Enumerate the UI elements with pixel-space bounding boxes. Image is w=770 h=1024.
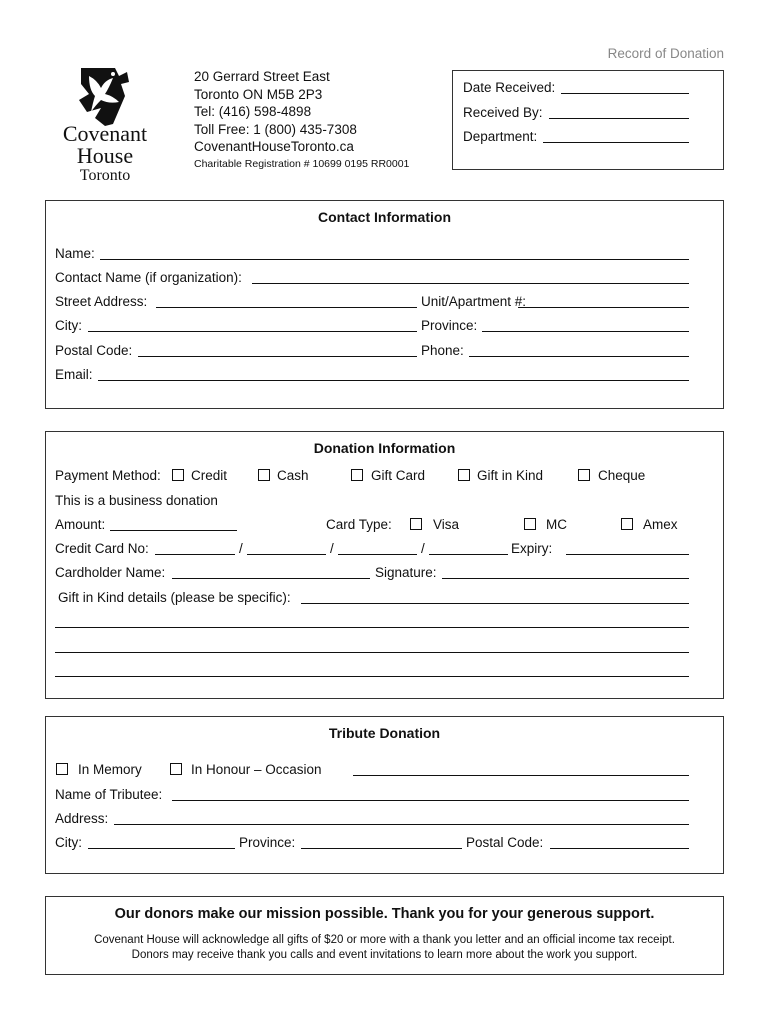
tribute-city-field[interactable]: [88, 848, 235, 849]
in-honour-label: In Honour – Occasion: [191, 762, 322, 777]
cc-field-4[interactable]: [429, 554, 508, 555]
phone-label: Phone:: [421, 343, 464, 358]
expiry-label: Expiry:: [511, 541, 553, 556]
business-donation-label: This is a business donation: [55, 493, 218, 508]
cc-slash-2: /: [330, 541, 334, 556]
unit-field[interactable]: [518, 307, 689, 308]
expiry-field[interactable]: [566, 554, 689, 555]
gik-details-line-4[interactable]: [55, 676, 689, 677]
amex-checkbox[interactable]: [621, 518, 633, 530]
city-field[interactable]: [88, 331, 417, 332]
amount-label: Amount:: [55, 517, 106, 532]
dove-logo-icon: [75, 66, 135, 128]
city-label: City:: [55, 318, 82, 333]
province-field[interactable]: [482, 331, 689, 332]
tribute-city-label: City:: [55, 835, 82, 850]
acknowledgement-line-2: Donors may receive thank you calls and event invitations to learn more about the work you support.: [131, 949, 638, 961]
office-use-box: [452, 70, 724, 170]
cardholder-label: Cardholder Name:: [55, 565, 166, 580]
gik-details-field[interactable]: [301, 603, 689, 604]
gift-card-checkbox[interactable]: [351, 469, 363, 481]
document-title: Record of Donation: [607, 46, 724, 61]
cc-field-1[interactable]: [155, 554, 235, 555]
org-address-block: [194, 68, 444, 173]
cash-label: Cash: [277, 468, 309, 483]
cc-field-2[interactable]: [247, 554, 326, 555]
tribute-province-label: Province:: [239, 835, 296, 850]
thank-you-headline: Our donors make our mission possible. Thank you for your generous support.: [114, 906, 655, 922]
org-address: 20 Gerrard Street East: [194, 69, 330, 84]
cash-checkbox[interactable]: [258, 469, 270, 481]
gik-details-label: Gift in Kind details (please be specific):: [58, 590, 291, 605]
tribute-province-field[interactable]: [301, 848, 462, 849]
email-label: Email:: [55, 367, 93, 382]
logo-name-line1: Covenant: [62, 121, 148, 146]
logo-name-line3: Toronto: [79, 167, 131, 184]
cc-slash-3: /: [421, 541, 425, 556]
amount-field[interactable]: [110, 530, 237, 531]
org-toll-free: Toll Free: 1 (800) 435-7308: [194, 121, 357, 137]
credit-card-label: Credit Card No:: [55, 541, 149, 556]
email-field[interactable]: [98, 380, 689, 381]
received-by-label: Received By:: [463, 105, 543, 120]
contact-name-label: Contact Name (if organization):: [55, 270, 242, 285]
tribute-title: Tribute Donation: [328, 725, 441, 741]
tribute-address-label: Address:: [55, 811, 109, 826]
province-label: Province:: [421, 318, 478, 333]
cc-slash-1: /: [239, 541, 243, 556]
acknowledgement-line-1: Covenant House will acknowledge all gifts of $20 or more with a thank you letter and an official income tax receipt.: [94, 934, 675, 946]
org-tel: Tel: (416) 598-4898: [194, 104, 312, 119]
name-field[interactable]: [100, 259, 689, 260]
unit-label: Unit/Apartment #:: [421, 294, 527, 309]
in-memory-label: In Memory: [78, 762, 142, 777]
visa-checkbox[interactable]: [410, 518, 422, 530]
gift-in-kind-checkbox[interactable]: [458, 469, 470, 481]
contact-name-field[interactable]: [252, 283, 689, 284]
date-received-field[interactable]: [561, 93, 689, 94]
tributee-label: Name of Tributee:: [55, 787, 163, 802]
org-charity-number: Charitable Registration # 10699 0195 RR0001: [194, 157, 410, 170]
tribute-section: [45, 716, 724, 874]
contact-title: Contact Information: [318, 209, 451, 225]
department-field[interactable]: [543, 142, 689, 143]
visa-label: Visa: [433, 517, 460, 532]
contact-section: [45, 200, 724, 409]
donation-title: Donation Information: [313, 440, 456, 456]
tribute-address-field[interactable]: [114, 824, 689, 825]
logo-name-line2: House: [76, 143, 134, 168]
signature-field[interactable]: [442, 578, 689, 579]
street-label: Street Address:: [55, 294, 148, 309]
payment-method-label: Payment Method:: [55, 468, 161, 483]
in-memory-checkbox[interactable]: [56, 763, 68, 775]
cc-field-3[interactable]: [338, 554, 417, 555]
received-by-field[interactable]: [549, 118, 689, 119]
in-honour-checkbox[interactable]: [170, 763, 182, 775]
credit-checkbox[interactable]: [172, 469, 184, 481]
tribute-postal-label: Postal Code:: [466, 835, 544, 850]
thank-you-box: [45, 896, 724, 975]
mc-checkbox[interactable]: [524, 518, 536, 530]
name-label: Name:: [55, 246, 95, 261]
signature-label: Signature:: [375, 565, 437, 580]
credit-label: Credit: [191, 468, 228, 483]
department-label: Department:: [463, 129, 538, 144]
logo: [50, 64, 160, 188]
postal-label: Postal Code:: [55, 343, 133, 358]
tributee-field[interactable]: [172, 800, 689, 801]
cheque-checkbox[interactable]: [578, 469, 590, 481]
mc-label: MC: [546, 517, 567, 532]
org-website: CovenantHouseToronto.ca: [194, 139, 354, 154]
gik-details-line-2[interactable]: [55, 627, 689, 628]
amex-label: Amex: [643, 517, 678, 532]
cheque-label: Cheque: [598, 468, 646, 483]
org-city-line: Toronto ON M5B 2P3: [194, 86, 323, 102]
postal-field[interactable]: [138, 356, 417, 357]
gift-in-kind-label: Gift in Kind: [477, 468, 544, 483]
gik-details-line-3[interactable]: [55, 652, 689, 653]
donation-section: [45, 431, 724, 699]
gift-card-label: Gift Card: [371, 468, 426, 483]
date-received-label: Date Received:: [463, 80, 556, 95]
tribute-postal-field[interactable]: [550, 848, 689, 849]
card-type-label: Card Type:: [326, 517, 392, 532]
phone-field[interactable]: [469, 356, 689, 357]
street-field[interactable]: [156, 307, 417, 308]
cardholder-field[interactable]: [172, 578, 370, 579]
occasion-field[interactable]: [353, 775, 689, 776]
